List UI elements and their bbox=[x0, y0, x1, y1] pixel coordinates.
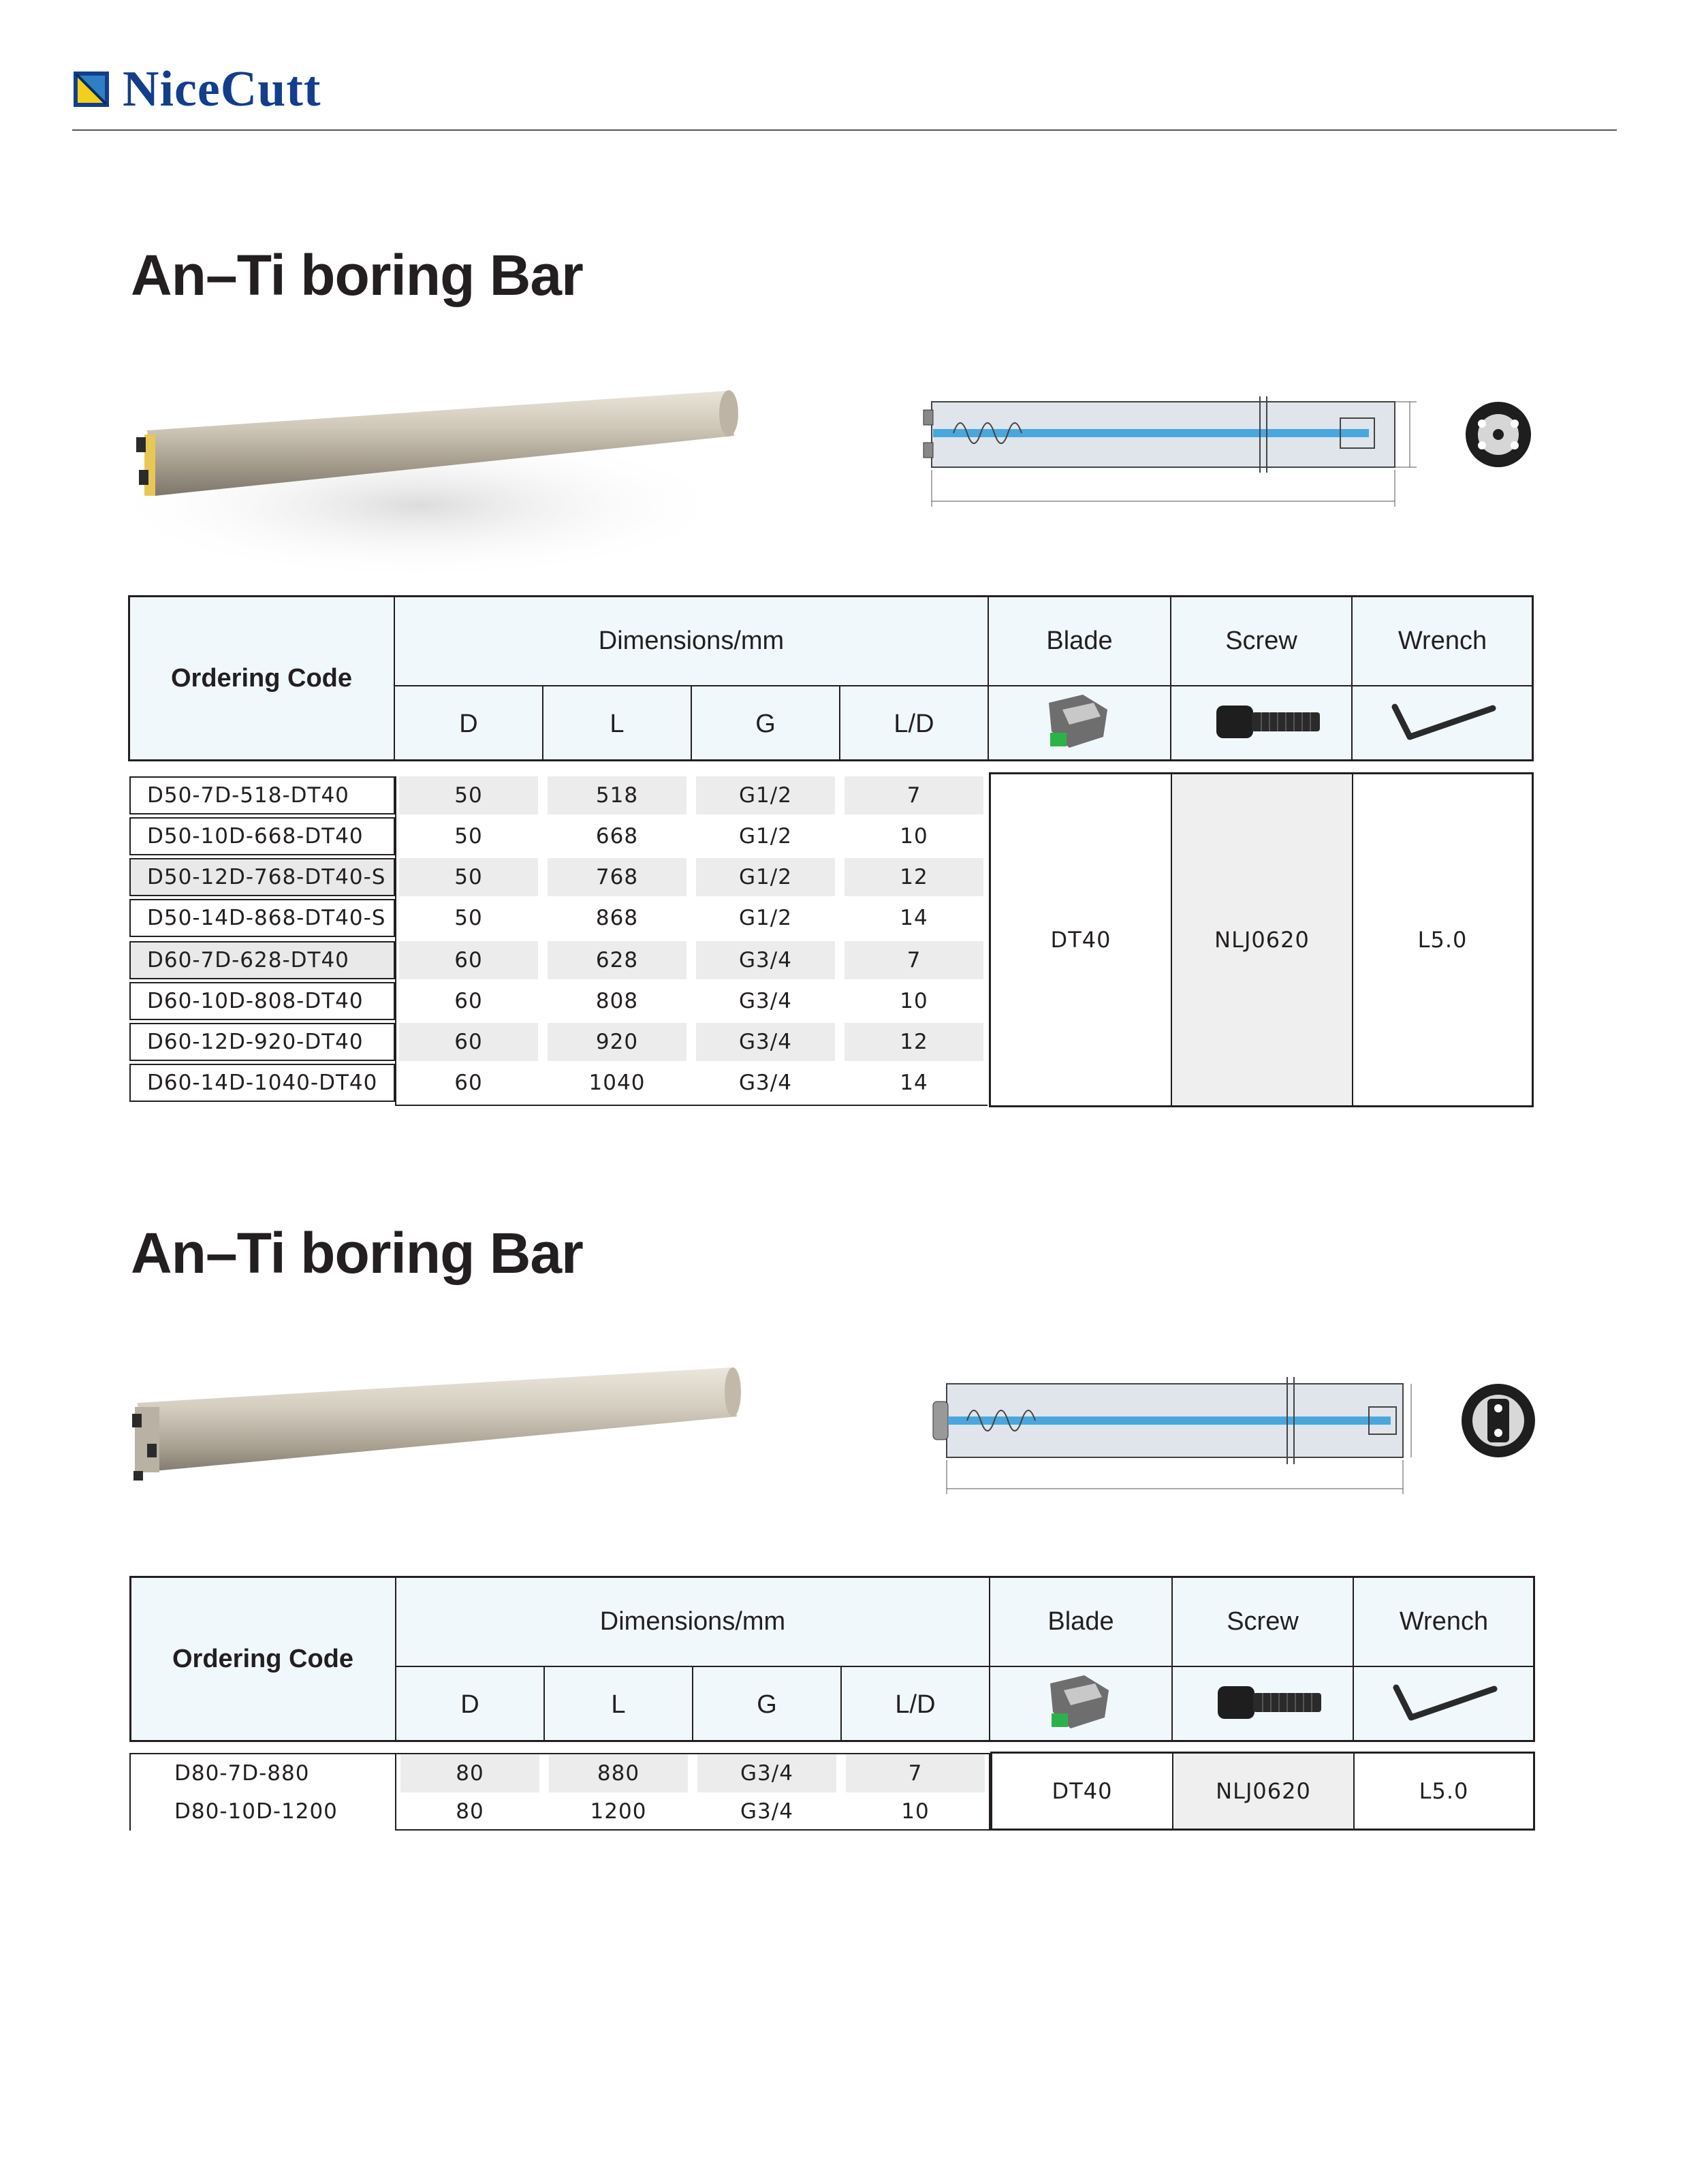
table-row-code: D60-7D-628-DT40 bbox=[129, 941, 395, 979]
screw-header: Screw bbox=[1225, 626, 1297, 655]
cell-d: 60 bbox=[454, 989, 483, 1013]
ordering-code-header: Ordering Code bbox=[170, 663, 353, 693]
cell-ld: 14 bbox=[900, 906, 928, 930]
cell-d: 50 bbox=[399, 776, 538, 814]
screw-icon bbox=[1215, 1682, 1324, 1723]
table-row-code: D80-10D-1200 bbox=[131, 1792, 395, 1831]
cell-l: 1200 bbox=[590, 1799, 647, 1824]
accessory-panel bbox=[989, 772, 1534, 1107]
table-row-code: D80-7D-880 bbox=[131, 1754, 395, 1792]
logo-mark-icon bbox=[72, 70, 110, 108]
cell-l: 1040 bbox=[588, 1071, 646, 1095]
screw-value: NLJ0620 bbox=[1172, 1754, 1355, 1829]
column-l-header: L bbox=[611, 1690, 626, 1719]
table-row-code: D50-14D-868-DT40-S bbox=[129, 899, 395, 937]
screw-header: Screw bbox=[1227, 1607, 1299, 1636]
table-row-code: D50-12D-768-DT40-S bbox=[129, 858, 395, 896]
column-ld-header: L/D bbox=[894, 709, 934, 738]
cell-g: G3/4 bbox=[697, 1754, 836, 1792]
cell-g: G3/4 bbox=[739, 1071, 792, 1095]
cell-l: 768 bbox=[548, 858, 686, 896]
cell-l: 880 bbox=[549, 1754, 688, 1792]
table-row-code: D60-12D-920-DT40 bbox=[129, 1023, 395, 1061]
cell-d: 80 bbox=[456, 1799, 484, 1824]
cell-d: 50 bbox=[454, 906, 483, 930]
boring-bar-photo bbox=[127, 335, 753, 580]
cell-ld: 10 bbox=[900, 824, 928, 849]
boring-bar-photo bbox=[127, 1328, 753, 1512]
cell-l: 920 bbox=[548, 1023, 686, 1061]
blade-header: Blade bbox=[1046, 626, 1113, 655]
cell-g: G3/4 bbox=[696, 1023, 835, 1061]
blade-value: DT40 bbox=[1050, 927, 1111, 953]
cell-d: 60 bbox=[399, 1023, 538, 1061]
cell-ld: 7 bbox=[846, 1754, 985, 1792]
brand-logo bbox=[72, 61, 321, 117]
brand-name: NiceCutt bbox=[123, 61, 321, 117]
cell-g: G1/2 bbox=[739, 906, 792, 930]
cell-d: 50 bbox=[399, 858, 538, 896]
screw-value: NLJ0620 bbox=[1171, 774, 1353, 1105]
wrench-value: L5.0 bbox=[1417, 927, 1468, 953]
boring-bar-technical-drawing bbox=[913, 394, 1539, 516]
cell-g: G1/2 bbox=[696, 858, 835, 896]
cell-ld: 7 bbox=[844, 941, 983, 979]
screw-icon bbox=[1214, 701, 1323, 742]
cell-l: 668 bbox=[595, 824, 639, 849]
cell-l: 628 bbox=[548, 941, 686, 979]
cell-d: 60 bbox=[454, 1071, 483, 1095]
cell-ld: 12 bbox=[844, 858, 983, 896]
cell-g: G3/4 bbox=[739, 989, 792, 1013]
hex-wrench-icon bbox=[1389, 697, 1498, 745]
column-d-header: D bbox=[459, 709, 478, 738]
table-row-code: D60-14D-1040-DT40 bbox=[129, 1064, 395, 1102]
cell-g: G3/4 bbox=[696, 941, 835, 979]
cell-ld: 14 bbox=[900, 1071, 928, 1095]
cell-d: 80 bbox=[400, 1754, 539, 1792]
column-l-header: L bbox=[610, 709, 625, 738]
accessory-panel bbox=[990, 1752, 1535, 1831]
cell-d: 60 bbox=[399, 941, 538, 979]
section-title: An–Ti boring Bar bbox=[131, 243, 583, 307]
table-row-code: D50-7D-518-DT40 bbox=[129, 776, 395, 814]
dimensions-header: Dimensions/mm bbox=[599, 1607, 786, 1636]
table-row-code: D60-10D-808-DT40 bbox=[129, 982, 395, 1020]
cell-g: G1/2 bbox=[739, 824, 792, 849]
ordering-code-header: Ordering Code bbox=[172, 1644, 354, 1673]
cell-g: G1/2 bbox=[696, 776, 835, 814]
blade-insert-icon bbox=[1042, 689, 1117, 757]
blade-value: DT40 bbox=[1052, 1778, 1113, 1804]
wrench-header: Wrench bbox=[1398, 626, 1487, 655]
section-title: An–Ti boring Bar bbox=[131, 1221, 583, 1285]
boring-bar-technical-drawing bbox=[926, 1369, 1539, 1505]
cell-ld: 10 bbox=[901, 1799, 930, 1824]
dimensions-header: Dimensions/mm bbox=[598, 626, 785, 655]
cell-ld: 10 bbox=[900, 989, 928, 1013]
cell-g: G3/4 bbox=[740, 1799, 793, 1824]
cell-ld: 7 bbox=[844, 776, 983, 814]
header-divider bbox=[72, 129, 1617, 131]
table-row-code: D50-10D-668-DT40 bbox=[129, 817, 395, 855]
cell-l: 808 bbox=[595, 989, 639, 1013]
column-g-header: G bbox=[757, 1690, 777, 1719]
cell-l: 868 bbox=[595, 906, 639, 930]
hex-wrench-icon bbox=[1391, 1678, 1500, 1726]
wrench-header: Wrench bbox=[1399, 1607, 1489, 1636]
cell-l: 518 bbox=[548, 776, 686, 814]
column-ld-header: L/D bbox=[895, 1690, 936, 1719]
wrench-value: L5.0 bbox=[1419, 1778, 1469, 1804]
cell-d: 50 bbox=[454, 824, 483, 849]
blade-header: Blade bbox=[1047, 1607, 1114, 1636]
cell-ld: 12 bbox=[844, 1023, 983, 1061]
column-g-header: G bbox=[755, 709, 776, 738]
blade-insert-icon bbox=[1043, 1670, 1118, 1738]
column-d-header: D bbox=[460, 1690, 479, 1719]
